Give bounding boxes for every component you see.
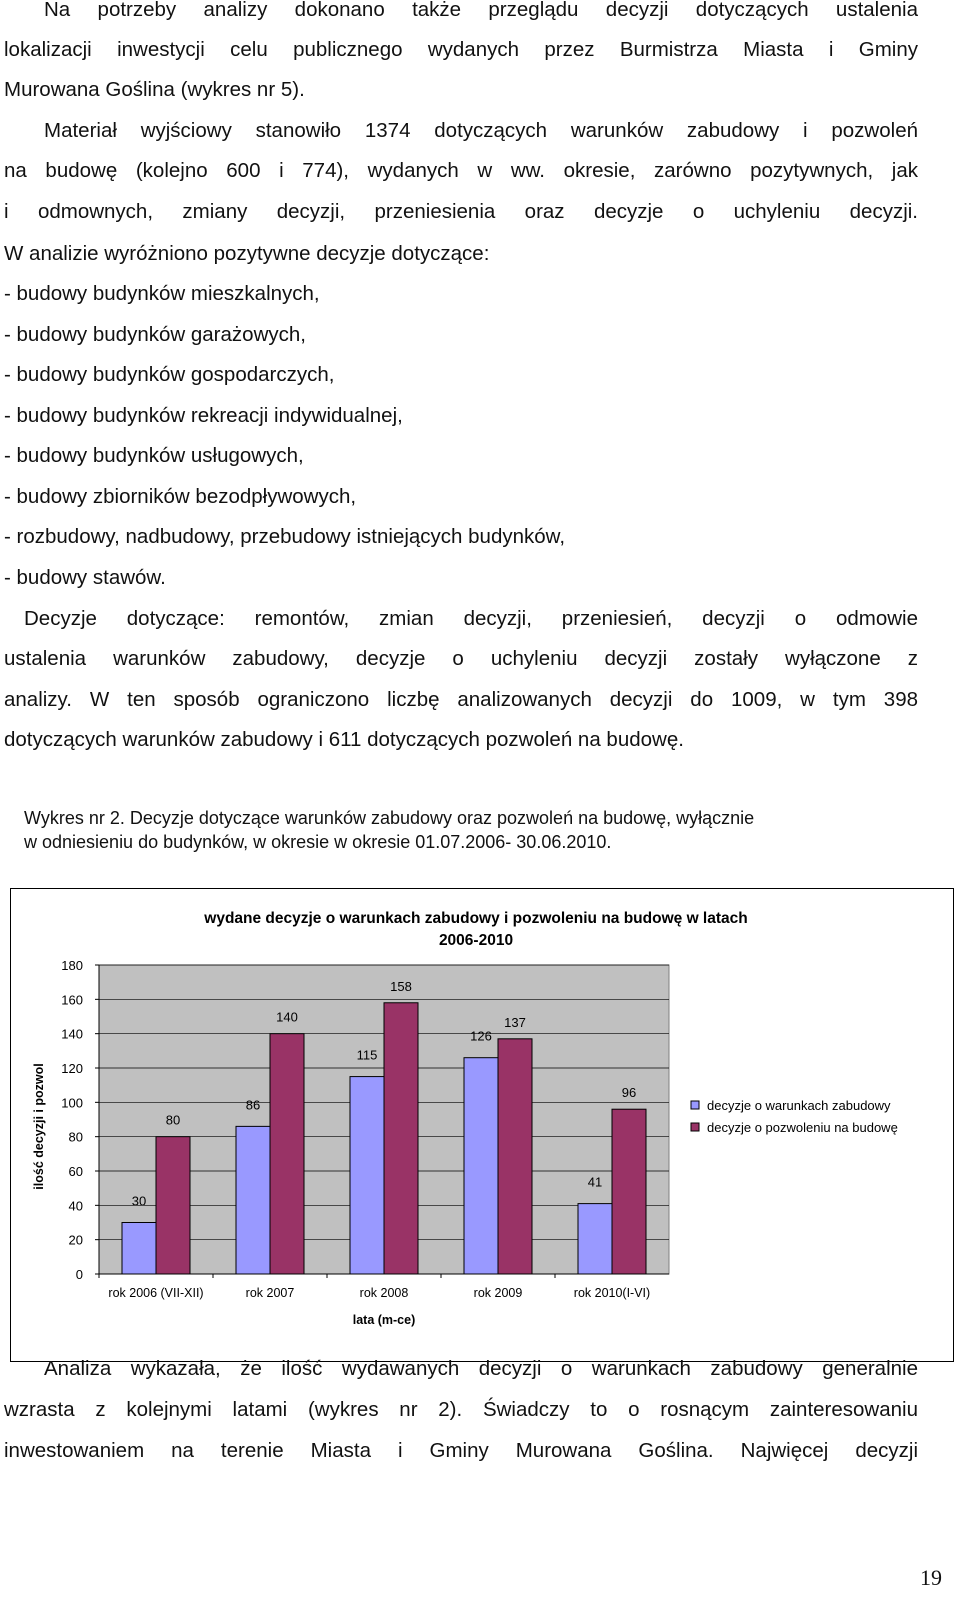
bar — [384, 1003, 418, 1274]
chart-title: wydane decyzje o warunkach zabudowy i pozwoleniu na budowę w latach — [204, 910, 748, 927]
text-line: i odmownych, zmiany decyzji, przeniesienia oraz decyzje o uchyleniu decyzji. — [4, 200, 918, 223]
y-tick-label: 160 — [61, 992, 83, 1008]
bar — [498, 1039, 532, 1274]
x-tick-label: rok 2006 (VII-XII) — [108, 1286, 204, 1300]
bar — [156, 1137, 190, 1274]
legend-label: decyzje o pozwoleniu na budowę — [707, 1120, 898, 1135]
text-line: inwestowaniem na terenie Miasta i Gminy Murowana Goślina. Najwięcej decyzji — [4, 1439, 918, 1462]
data-label: 96 — [621, 1085, 637, 1101]
bar — [612, 1109, 646, 1274]
x-tick-label: rok 2009 — [473, 1286, 523, 1300]
list-item: - budowy budynków rekreacji indywidualnej, — [4, 404, 403, 427]
text-line: na budowę (kolejno 600 i 774), wydanych w ww. okresie, zarówno pozytywnych, jak — [4, 159, 918, 182]
text-line: Materiał wyjściowy stanowiło 1374 dotyczących warunków zabudowy i pozwoleń — [44, 119, 918, 142]
y-tick-label: 60 — [68, 1164, 83, 1179]
y-axis-label: ilość decyzji i pozwol — [32, 1063, 46, 1190]
y-tick-label: 20 — [68, 1232, 83, 1248]
data-label: 126 — [470, 1028, 492, 1044]
text-line: lokalizacji inwestycji celu publicznego wydanych przez Burmistrza Miasta i Gminy — [4, 38, 918, 61]
y-tick-label: 140 — [61, 1026, 83, 1042]
x-axis-label: lata (m-ce) — [352, 1313, 416, 1327]
bar — [270, 1034, 304, 1274]
text-line: Murowana Goślina (wykres nr 5). — [4, 78, 305, 101]
y-tick-label: 80 — [68, 1129, 83, 1145]
list-item: - budowy budynków gospodarczych, — [4, 363, 335, 386]
y-tick-label: 120 — [61, 1061, 83, 1076]
text-line: Na potrzeby analizy dokonano także przeglądu decyzji dotyczących ustalenia — [44, 0, 918, 21]
list-item: - rozbudowy, nadbudowy, przebudowy istniejących budynków, — [4, 525, 566, 548]
caption-line: w odniesieniu do budynków, w okresie w okresie 01.07.2006- 30.06.2010. — [24, 832, 612, 852]
text-line: ustalenia warunków zabudowy, decyzje o uchyleniu decyzji zostały wyłączone z — [4, 647, 918, 670]
y-tick-label: 100 — [61, 1095, 83, 1111]
data-label: 30 — [131, 1193, 147, 1209]
data-label: 140 — [276, 1009, 298, 1025]
chart-title: 2006-2010 — [438, 932, 514, 949]
chart — [10, 888, 954, 1362]
bar — [122, 1223, 156, 1275]
x-tick-label: rok 2008 — [359, 1286, 409, 1300]
bar — [464, 1058, 498, 1274]
y-tick-label: 40 — [68, 1198, 83, 1214]
text-line: wzrasta z kolejnymi latami (wykres nr 2). Świadczy to o rosnącym zainteresowaniu — [4, 1398, 918, 1421]
y-tick-label: 0 — [75, 1267, 83, 1282]
data-label: 80 — [165, 1112, 181, 1128]
legend-swatch — [691, 1101, 699, 1109]
text-line: analizy. W ten sposób ograniczono liczbę analizowanych decyzji do 1009, w tym 398 — [4, 688, 918, 711]
legend-swatch — [691, 1123, 699, 1131]
caption-line: Wykres nr 2. Decyzje dotyczące warunków zabudowy oraz pozwoleń na budowę, wyłącznie — [24, 808, 755, 828]
list-item: - budowy stawów. — [4, 566, 166, 589]
x-tick-label: rok 2007 — [245, 1286, 295, 1300]
data-label: 158 — [390, 978, 412, 994]
text-line: W analizie wyróżniono pozytywne decyzje dotyczące: — [4, 242, 490, 265]
bar — [350, 1077, 384, 1274]
data-label: 137 — [504, 1014, 526, 1030]
bar — [578, 1204, 612, 1274]
list-item: - budowy budynków mieszkalnych, — [4, 282, 320, 305]
text-line: dotyczących warunków zabudowy i 611 dotyczących pozwoleń na budowę. — [4, 728, 684, 751]
legend-label: decyzje o warunkach zabudowy — [707, 1098, 891, 1113]
x-tick-label: rok 2010(I-VI) — [573, 1286, 651, 1300]
data-label: 115 — [356, 1047, 378, 1063]
list-item: - budowy budynków usługowych, — [4, 444, 304, 467]
data-label: 86 — [245, 1097, 261, 1113]
text-line: Decyzje dotyczące: remontów, zmian decyzji, przeniesień, decyzji o odmowie — [24, 607, 918, 630]
list-item: - budowy zbiorników bezodpływowych, — [4, 485, 357, 508]
chart-svg — [11, 889, 955, 1363]
page-number: 19 — [920, 1565, 942, 1590]
text-line: Analiza wykazała, że ilość wydawanych decyzji o warunkach zabudowy generalnie — [44, 1357, 918, 1380]
list-item: - budowy budynków garażowych, — [4, 323, 306, 346]
data-label: 41 — [587, 1174, 603, 1190]
y-tick-label: 180 — [61, 958, 83, 973]
bar — [236, 1126, 270, 1274]
